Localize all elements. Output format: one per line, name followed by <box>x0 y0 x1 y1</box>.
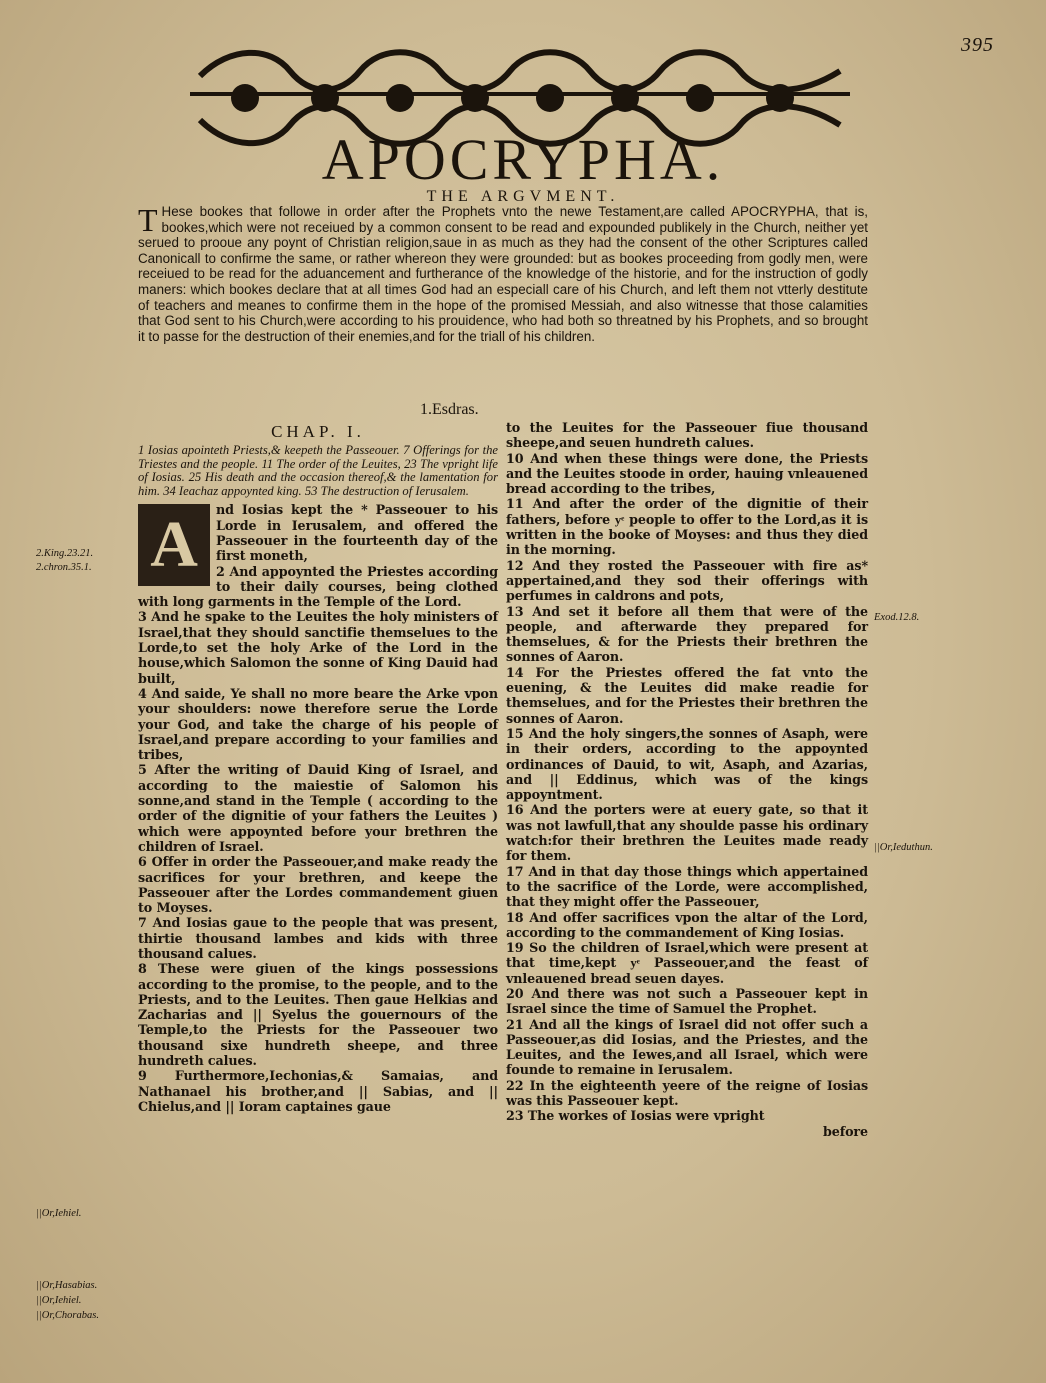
left-column <box>138 420 498 1114</box>
right-column <box>506 420 868 1139</box>
verse: 13 And set it before all them that were of the people, and afterwarde they prepared for themselues, & for the Priests their brethren the sonnes of Aaron. <box>506 603 868 665</box>
argument-heading: THE ARGVMENT. <box>426 188 620 205</box>
page-number: 395 <box>961 34 994 56</box>
verse: 17 And in that day those things which appertained to the sacrifice of the Lorde, were accomplished, that they might offer the Passeouer, <box>506 863 868 910</box>
verse: 20 And there was not such a Passeouer kept in Israel since the time of Samuel the Prophet. <box>506 985 868 1017</box>
verse: 21 And all the kings of Israel did not offer such a Passeouer,as did Iosias, and the Priestes, and the Leuites, and the Iewes,and all Israel, which were founde to remaine in Ierusalem. <box>506 1016 868 1078</box>
chapter-heading: CHAP. I. <box>271 422 365 441</box>
book-title: APOCRYPHA. <box>321 127 725 192</box>
chapter-dropcap: A <box>138 504 210 586</box>
verse: 23 The workes of Iosias were vpright <box>506 1108 765 1124</box>
chapter-summary: 1 Iosias apointeth Priests,& keepeth the Passeouer. 7 Offerings for the Triestes and the people. 11 The order of the Leuites, 23 The vpright life of Iosias. 25 His death and the occasion thereof,& the lamentation for him. 34 Ieachaz appoynted king. 53 The destruction of Ierusalem. <box>138 443 498 498</box>
argument-dropcap: T <box>138 202 158 238</box>
verse: 11 And after the order of the dignitie of their fathers, before yͤ people to offer to the Lord,as it is written in the booke of Moyses: and thus they died in the morning. <box>506 496 868 558</box>
argument-text: Hese bookes that followe in order after the Prophets vnto the newe Testament,are called APOCRYPHA, that is, bookes,which were not receiued by a common consent to be read and expounded publikely in the Church, neither yet serued to prooue any poynt of Christian religion,saue in as much as they had the consent of the other Scriptures called Canonicall to confirme the same, or rather whereon they were grounded: but as bookes proceeding from godly men, were receiued to be read for the aduancement and furtherance of the knowledge of the historie, and for the instruction of godly maners: which bookes declare that at all times God had an especiall care of his Church, and left them not vtterly destitute of teachers and meanes to confirme them in the hope of the promised Messiah, and also witnesse that those calamities that God sent to his Church,were according to his prouidence, who had both so threatned by his Prophets, and so brought it to passe for the destruction of their enemies,and for the triall of his children. <box>138 204 868 344</box>
verse: 2 And appoynted the Priestes according to their daily courses, being clothed with long garments in the Temple of the Lord. <box>138 563 498 610</box>
verse-1: A nd Iosias kept the * Passeouer to his Lorde in Ierusalem, and offered the Passeouer in the fourteenth day of the first moneth, <box>138 502 498 563</box>
margin-note-iehiel-2: ||Or,Iehiel. <box>36 1295 82 1306</box>
verse: 9 Furthermore,Iechonias,& Samaias, and Nathanael his brother,and || Sabias, and || Chielus,and || Ioram captaines gaue <box>138 1068 498 1114</box>
running-title: 1.Esdras. <box>420 401 479 418</box>
verse: 19 So the children of Israel,which were present at that time,kept yͤ Passeouer,and the feast of vnleauened bread seuen dayes. <box>506 940 868 986</box>
verse: 7 And Iosias gaue to the people that was present, thirtie thousand lambes and kids with three thousand calues. <box>138 915 498 961</box>
verse: 15 And the holy singers,the sonnes of Asaph, were in their orders, according to the appoynted ordinances of Dauid, to wit, Asaph, and Azarias, and || Eddinus, which was of the kings appoyntment. <box>506 725 868 803</box>
catchword: before <box>822 1123 868 1139</box>
verse: 5 After the writing of Dauid King of Israel, and according to the maiestie of Salomon his sonne,and stand in the Temple ( according to the order of the dignitie of your fathers the Leuites ) which were appoynted before your brethren the children of Israel. <box>138 762 498 854</box>
margin-note-hasabias: ||Or,Hasabias. <box>36 1280 98 1291</box>
verse: 16 And the porters were at euery gate, so that it was not lawfull,that any shoulde passe his ordinary watch:for their brethren the Leuites made ready for them. <box>506 802 868 864</box>
margin-note-exod: Exod.12.8. <box>874 612 920 623</box>
verse: 10 And when these things were done, the Priests and the Leuites stoode in order, hauing vnleauened bread according to the tribes, <box>506 450 868 497</box>
margin-note-kings: 2.King.23.21. <box>36 548 94 559</box>
verse: 3 And he spake to the Leuites the holy ministers of Israel,that they should sanctifie themselues to the Lorde,to set the holy Arke of the Lord in the house,which Salomon the sonne of King Dauid had built, <box>138 609 498 686</box>
verse: to the Leuites for the Passeouer fiue thousand sheepe,and seuen hundreth calues. <box>506 420 868 451</box>
verse: 12 And they rosted the Passeouer with fire as* appertained,and they sod their offerings with perfumes in caldrons and pots, <box>506 557 868 604</box>
argument-paragraph <box>138 204 868 344</box>
margin-note-chorabas: ||Or,Chorabas. <box>36 1310 99 1321</box>
verse: 18 And offer sacrifices vpon the altar of the Lord, according to the commandement of King Iosias. <box>506 909 868 940</box>
verse: 14 For the Priestes offered the fat vnto the euening, & the Leuites did make readie for themselues, and for the Priestes their brethren the sonnes of Aaron. <box>506 664 868 726</box>
verse: 4 And saide, Ye shall no more beare the Arke vpon your shoulders: nowe therefore serue the Lorde your God, and take the charge of his people of Israel,and prepare according to your families and tribes, <box>138 685 498 763</box>
margin-note-ieduthun: ||Or,Ieduthun. <box>874 842 933 853</box>
margin-note-chron: 2.chron.35.1. <box>36 562 92 573</box>
margin-note-iehiel: ||Or,Iehiel. <box>36 1208 82 1219</box>
verse: 6 Offer in order the Passeouer,and make ready the sacrifices for your brethren, and keepe the Passeouer after the Lordes commandement giuen to Moyses. <box>138 854 498 916</box>
verse: 22 In the eighteenth yeere of the reigne of Iosias was this Passeouer kept. <box>506 1077 868 1109</box>
verse: 8 These were giuen of the kings possessions according to the promise, to the people, and to the Priests, and to the Leuites. Then gaue Helkias and Zacharias and || Syelus the gouernours of the Temple,to the Priests for the Passeouer two thousand sixe hundreth sheepe, and three hundreth calues. <box>138 961 498 1069</box>
